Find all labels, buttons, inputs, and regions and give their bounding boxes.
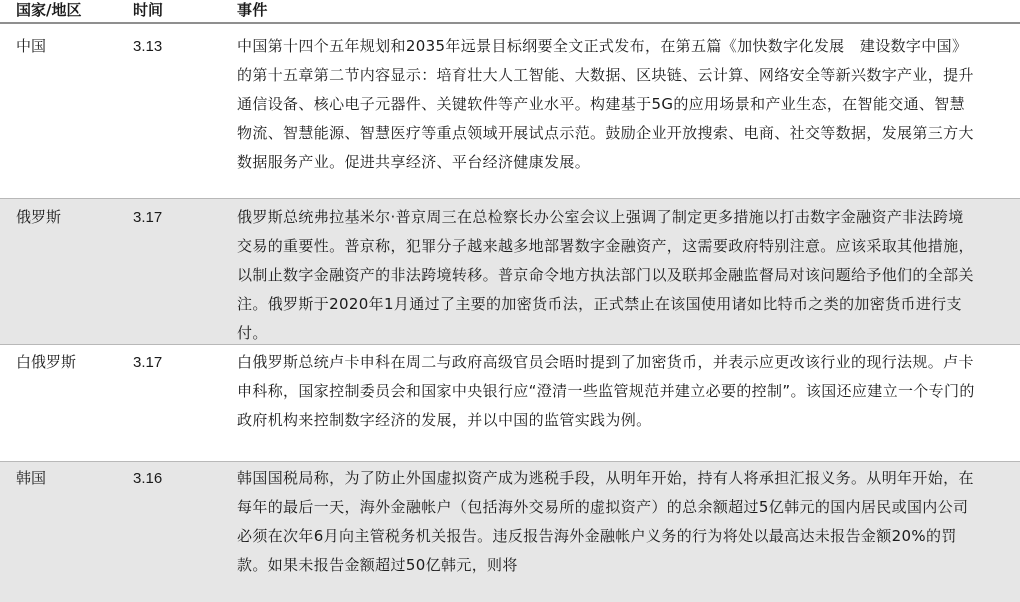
- header-time: 时间: [133, 1, 164, 19]
- time-cell: 3.13: [133, 38, 163, 55]
- region-cell: 中国: [16, 37, 47, 55]
- table-row-russia: [0, 199, 1020, 345]
- table-header: [0, 0, 1020, 24]
- table-row-belarus: [0, 345, 1020, 462]
- time-cell: 3.16: [133, 470, 163, 487]
- region-cell: 俄罗斯: [16, 208, 62, 226]
- event-cell: 俄罗斯总统弗拉基米尔·普京周三在总检察长办公室会议上强调了制定更多措施以打击数字金融资产非法跨境交易的重要性。普京称，犯罪分子越来越多地部署数字金融资产，这需要政府特别注意。应该采取其他措施，以制止数字金融资产的非法跨境转移。普京命令地方执法部门以及联邦金融监督局对该问题给予他们的全部关注。俄罗斯于2020年1月通过了主要的加密货币法，正式禁止在该国使用诸如比特币之类的加密货币进行支付。: [237, 208, 974, 342]
- header-region: 国家/地区: [16, 1, 82, 19]
- header-event: 事件: [237, 1, 268, 19]
- time-cell: 3.17: [133, 209, 163, 226]
- event-cell: 韩国国税局称，为了防止外国虚拟资产成为逃税手段，从明年开始，持有人将承担汇报义务。从明年开始，在每年的最后一天，海外金融帐户（包括海外交易所的虚拟资产）的总余额超过5亿韩元的国内居民或国内公司必须在次年6月向主管税务机关报告。违反报告海外金融帐户义务的行为将处以最高达未报告金额20%的罚款。如果未报告金额超过50亿韩元，则将: [237, 469, 974, 574]
- event-cell: 白俄罗斯总统卢卡申科在周二与政府高级官员会晤时提到了加密货币，并表示应更改该行业的现行法规。卢卡申科称，国家控制委员会和国家中央银行应“澄清一些监管规范并建立必要的控制”。该国还应建立一个专门的政府机构来控制数字经济的发展，并以中国的监管实践为例。: [237, 353, 975, 429]
- region-cell: 韩国: [16, 469, 47, 487]
- table-row-korea: [0, 462, 1020, 602]
- time-cell: 3.17: [133, 354, 163, 371]
- event-cell: 中国第十四个五年规划和2035年远景目标纲要全文正式发布，在第五篇《加快数字化发展 建设数字中国》的第十五章第二节内容显示：培育壮大人工智能、大数据、区块链、云计算、网络安全等新兴数字产业，提升通信设备、核心电子元器件、关键软件等产业水平。构建基于5G的应用场景和产业生态，在智能交通、智慧物流、智慧能源、智慧医疗等重点领域开展试点示范。鼓励企业开放搜索、电商、社交等数据，发展第三方大数据服务产业。促进共享经济、平台经济健康发展。: [237, 37, 974, 171]
- table-row-china: [0, 24, 1020, 199]
- region-cell: 白俄罗斯: [16, 353, 77, 371]
